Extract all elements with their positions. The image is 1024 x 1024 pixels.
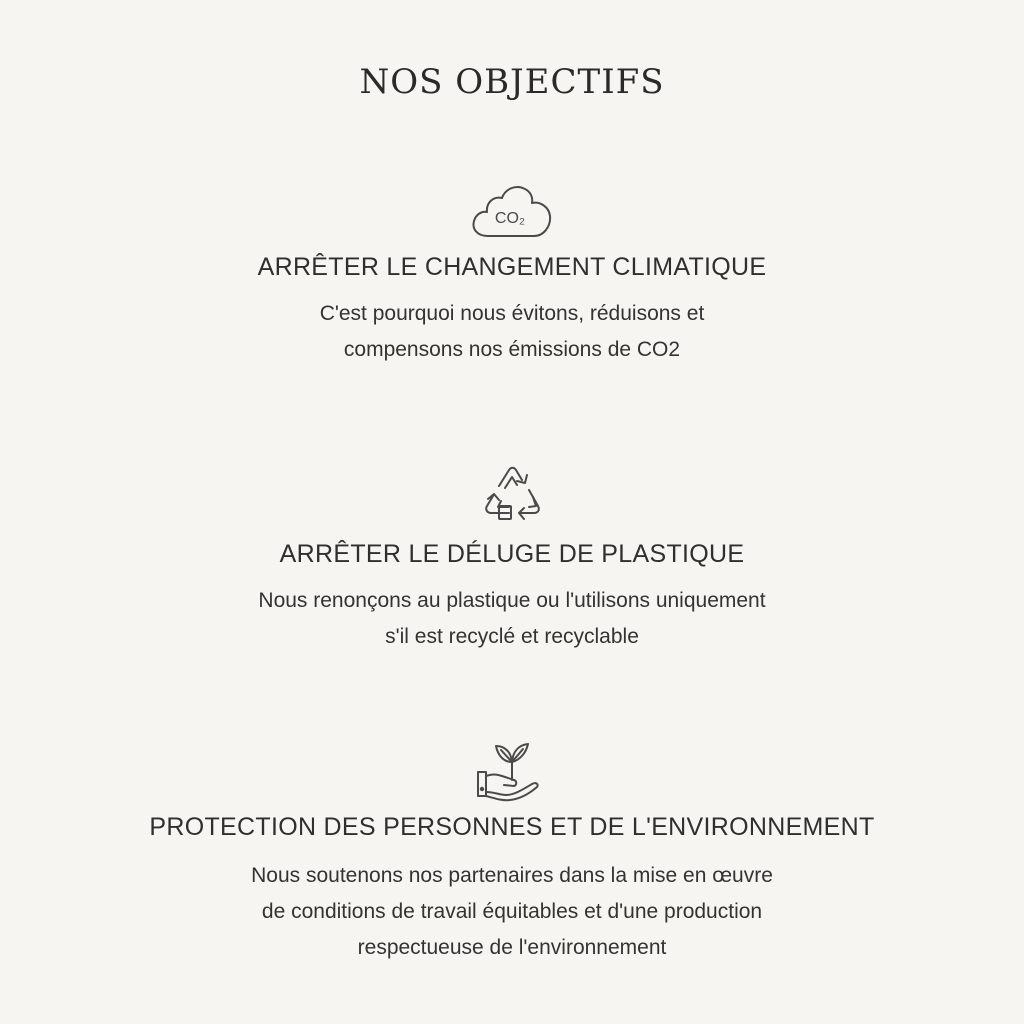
description-line: s'il est recyclé et recyclable xyxy=(385,625,639,648)
co2-icon-text: CO₂ xyxy=(494,210,526,227)
co2-cloud-icon xyxy=(470,184,554,240)
page-title: NOS OBJECTIFS xyxy=(359,62,665,102)
objective-people-environment xyxy=(0,740,1024,966)
objective-title: PROTECTION DES PERSONNES ET DE L'ENVIRONNEMENT xyxy=(149,813,875,841)
description-line: Nous renonçons au plastique ou l'utilisons uniquement xyxy=(258,589,766,612)
hand-plant-icon xyxy=(474,740,550,802)
description-line: Nous soutenons nos partenaires dans la mise en œuvre xyxy=(251,864,773,887)
recycle-icon xyxy=(479,464,545,526)
description-line: respectueuse de l'environnement xyxy=(357,936,667,959)
objective-climate xyxy=(0,184,1024,368)
description-line: C'est pourquoi nous évitons, réduisons et xyxy=(319,302,705,325)
objective-title: ARRÊTER LE CHANGEMENT CLIMATIQUE xyxy=(257,253,767,281)
objective-plastic xyxy=(0,464,1024,655)
objective-title: ARRÊTER LE DÉLUGE DE PLASTIQUE xyxy=(279,540,745,568)
description-line: de conditions de travail équitables et d'une production xyxy=(261,900,763,923)
objective-description xyxy=(0,583,1024,655)
description-line: compensons nos émissions de CO2 xyxy=(343,338,681,361)
objective-description xyxy=(0,858,1024,966)
objective-description xyxy=(0,296,1024,368)
